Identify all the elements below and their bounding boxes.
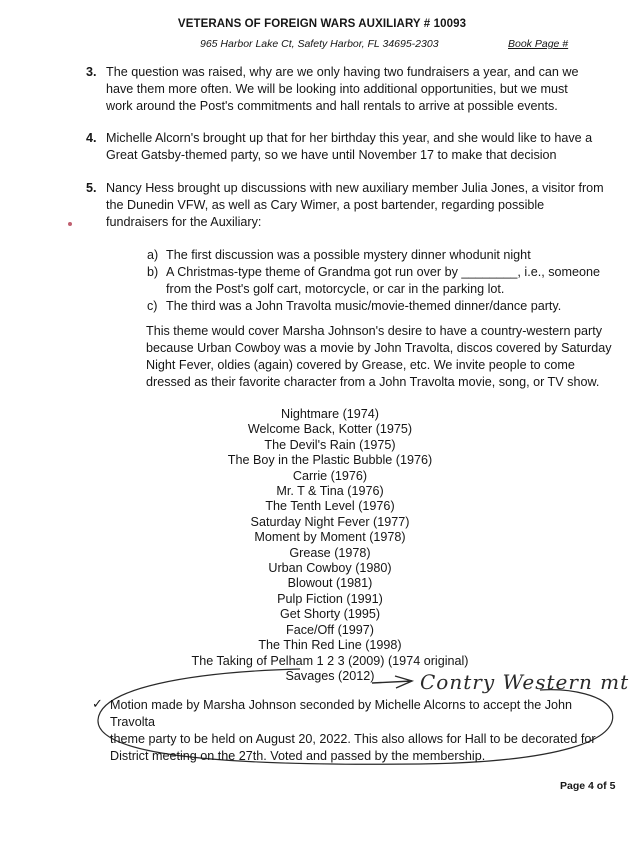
text-line: Michelle Alcorn's brought up that for her birthday this year, and she would like to have a xyxy=(106,131,593,145)
film-item: Carrie (1976) xyxy=(292,468,368,483)
text-line: This theme would cover Marsha Johnson's desire to have a country-western party xyxy=(146,324,602,338)
text-line: The third was a John Travolta music/movie-themed dinner/dance party. xyxy=(166,299,562,313)
film-item: Mr. T & Tina (1976) xyxy=(276,484,384,499)
header-book-page: Book Page # xyxy=(508,38,569,50)
film-item: Welcome Back, Kotter (1975) xyxy=(247,422,413,437)
text-line: fundraisers for the Auxiliary: xyxy=(106,215,262,229)
film-item: Nightmare (1974) xyxy=(281,407,379,421)
text-line: The first discussion was a possible mystery dinner whodunit night xyxy=(166,248,531,262)
text-line: Great Gatsby-themed party, so we have until November 17 to make that decision xyxy=(106,148,557,162)
film-item: Pulp Fiction (1991) xyxy=(277,591,383,606)
page-number: Page 4 of 5 xyxy=(560,780,616,792)
text-line: from the Post's golf cart, motorcycle, or car in the parking lot. xyxy=(166,282,505,296)
text-line: Motion made by Marsha Johnson seconded by Michelle Alcorns to accept the John Travolta xyxy=(110,698,573,729)
text-line: the Dunedin VFW, as well as Cary Wimer, a post bartender, regarding possible xyxy=(106,198,545,212)
film-item: Face/Off (1997) xyxy=(286,622,374,637)
header-address: 965 Harbor Lake Ct, Safety Harbor, FL 34695-2303 xyxy=(200,38,439,50)
text-line: Night Fever, oldies (again) covered by Grease, etc. We invite people to come xyxy=(146,358,575,372)
text-line: have them more often. We will be looking into additional opportunities, but we must xyxy=(106,82,568,96)
film-item: Urban Cowboy (1980) xyxy=(268,561,392,576)
header-title: VETERANS OF FOREIGN WARS AUXILIARY # 10093 xyxy=(177,18,467,30)
handwritten-arrow xyxy=(372,676,412,688)
film-item: Moment by Moment (1978) xyxy=(254,530,406,545)
check-icon: ✓ xyxy=(92,696,103,711)
text-line: work around the Post's commitments and hall rentals to arrive at possible events. xyxy=(106,99,558,113)
sub-item-label: a) xyxy=(147,248,159,262)
sub-item-label: c) xyxy=(147,299,158,313)
handwritten-note: Contry Western mt xyxy=(420,670,630,694)
film-item: Grease (1978) xyxy=(289,545,371,560)
motion-paragraph xyxy=(110,697,620,765)
film-item: The Devil's Rain (1975) xyxy=(264,437,396,452)
film-item: Get Shorty (1995) xyxy=(279,607,381,622)
text-line: dressed as their favorite character from a John Travolta movie, song, or TV show. xyxy=(146,375,600,389)
film-item: The Thin Red Line (1998) xyxy=(258,638,402,653)
film-item: The Boy in the Plastic Bubble (1976) xyxy=(227,453,433,468)
text-line: District meeting on the 27th. Voted and passed by the membership. xyxy=(110,749,486,763)
film-item: The Taking of Pelham 1 2 3 (2009) (1974 original) xyxy=(191,653,469,668)
film-item: The Tenth Level (1976) xyxy=(265,499,395,514)
film-item: Savages (2012) xyxy=(285,668,375,683)
film-item: Blowout (1981) xyxy=(287,576,373,591)
text-line: A Christmas-type theme of Grandma got run over by ________, i.e., someone xyxy=(166,265,601,279)
sub-item-label: b) xyxy=(147,265,159,279)
text-line: theme party to be held on August 20, 2022. This also allows for Hall to be decorated for xyxy=(110,732,596,746)
item-number: 3. xyxy=(86,65,97,79)
film-item: Saturday Night Fever (1977) xyxy=(250,514,410,529)
text-line: The question was raised, why are we only having two fundraisers a year, and can we xyxy=(106,65,579,79)
text-line: Nancy Hess brought up discussions with new auxiliary member Julia Jones, a visitor from xyxy=(106,181,604,195)
text-line: because Urban Cowboy was a movie by John Travolta, discos covered by Saturday xyxy=(146,341,612,355)
item-number: 4. xyxy=(86,131,97,145)
item-number: 5. xyxy=(86,181,97,195)
